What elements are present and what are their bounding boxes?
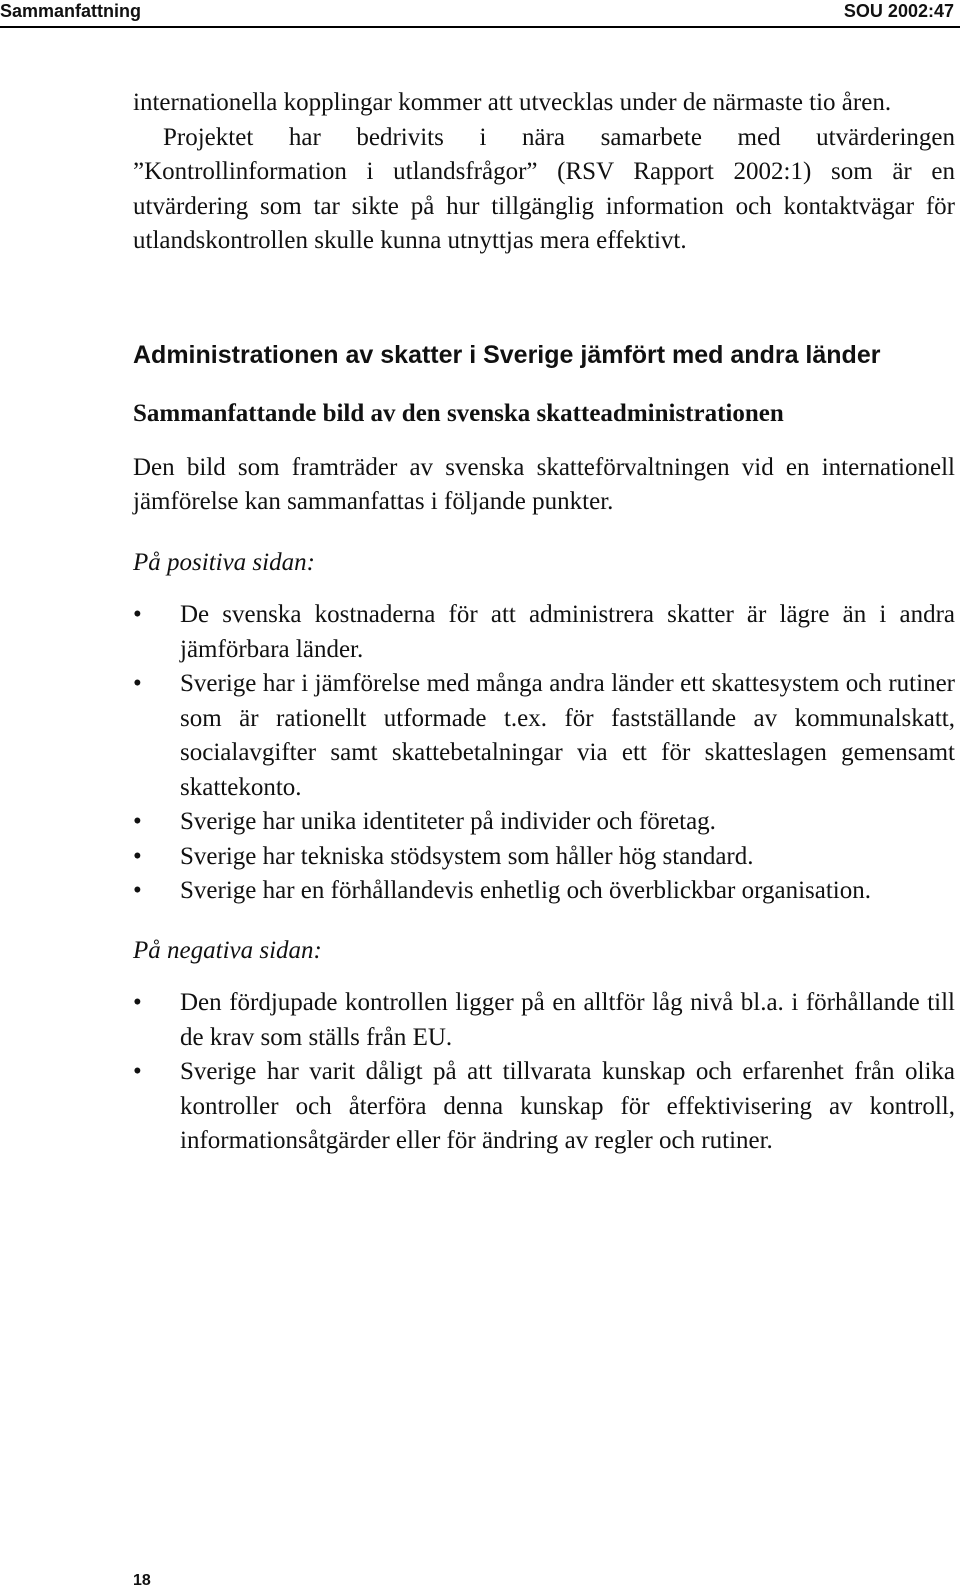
list-item — [133, 874, 955, 909]
running-header-section: Sammanfattning — [0, 1, 142, 21]
list-item — [133, 667, 955, 805]
bullet-icon: • — [133, 601, 142, 628]
page-body — [133, 86, 955, 1159]
bullet-icon: • — [133, 808, 142, 835]
positive-list — [133, 598, 955, 909]
bullet-icon: • — [133, 670, 142, 697]
list-item-text: De svenska kostnaderna för att administrera skatter är lägre än i andra jämförbara länder. — [180, 601, 955, 663]
list-item — [133, 598, 955, 667]
section-heading: Administrationen av skatter i Sverige jämfört med andra länder — [133, 340, 881, 369]
list-item-text: Sverige har tekniska stödsystem som håller hög standard. — [180, 842, 754, 870]
bullet-icon: • — [133, 989, 142, 1016]
bullet-icon: • — [133, 1058, 142, 1085]
list-item-text: Sverige har unika identiteter på individer och företag. — [180, 808, 716, 835]
list-item-text: Sverige har i jämförelse med många andra länder ett skattesystem och rutiner som är rationellt utformade t.ex. för fastställande av kommunalskatt, socialavgifter samt skattebetalningar via ett för skatteslagen gemensamt skattekonto. — [180, 670, 955, 801]
list-item — [133, 840, 955, 875]
page-number: 18 — [133, 1572, 151, 1589]
continued-paragraph: internationella kopplingar kommer att utvecklas under de närmaste tio åren. — [133, 89, 892, 116]
header-rule — [0, 26, 960, 28]
list-item-text: Sverige har varit dåligt på att tillvarata kunskap och erfarenhet från olika kontroller och återföra denna kunskap för effektivisering av kontroll, informationsåtgärder eller för ändring av regler och rutiner. — [180, 1058, 955, 1154]
bullet-icon: • — [133, 842, 142, 870]
section-subheading: Sammanfattande bild av den svenska skatteadministrationen — [133, 399, 784, 427]
page-header — [0, 0, 960, 24]
list-item-text: Sverige har en förhållandevis enhetlig och överblickbar organisation. — [180, 877, 871, 904]
list-item — [133, 986, 955, 1055]
running-header-report-id: SOU 2002:47 — [843, 1, 954, 21]
intro-paragraph: Projektet har bedrivits i nära samarbete med utvärderingen ”Kontrollinformation i utlandsfrågor” (RSV Rapport 2002:1) som är en utvärdering som tar sikte på hur tillgänglig information och kontaktvägar för utlandskontrollen skulle kunna utnyttjas mera effektivt. — [133, 123, 955, 254]
negative-label: På negativa sidan: — [133, 936, 322, 964]
positive-label: På positiva sidan: — [133, 548, 315, 576]
bullet-icon: • — [133, 877, 142, 904]
negative-list — [133, 986, 955, 1159]
list-item-text: Den fördjupade kontrollen ligger på en alltför låg nivå bl.a. i förhållande till de krav som ställs från EU. — [180, 989, 955, 1051]
lead-paragraph: Den bild som framträder av svenska skatteförvaltningen vid en internationell jämförelse kan sammanfattas i följande punkter. — [133, 453, 955, 515]
list-item — [133, 1055, 955, 1159]
list-item — [133, 805, 955, 840]
